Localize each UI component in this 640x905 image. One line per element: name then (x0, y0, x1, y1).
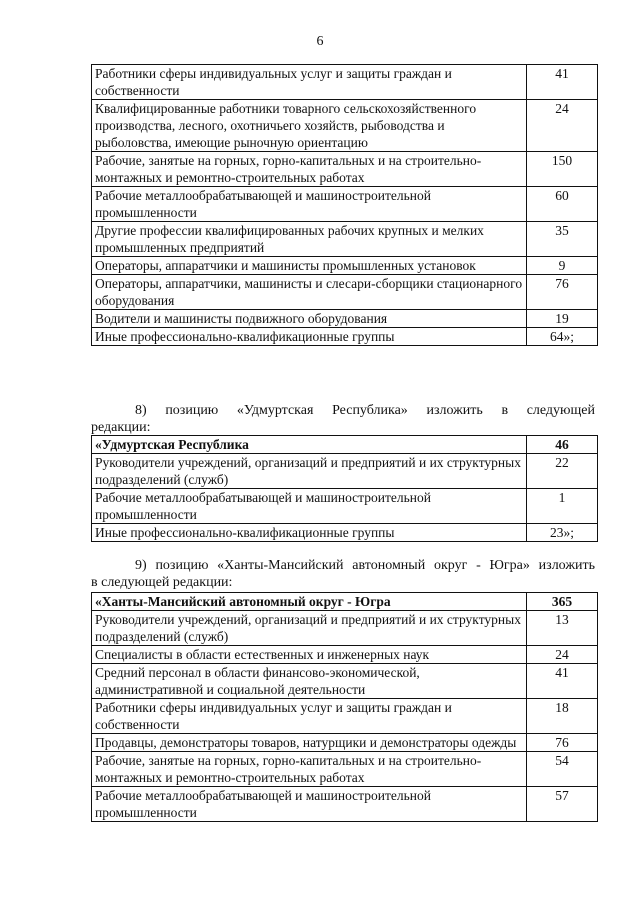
table-row (92, 65, 598, 100)
row-value: 41 (527, 664, 598, 699)
row-name: Иные профессионально-квалификационные группы (92, 524, 527, 542)
row-name: Рабочие металлообрабатывающей и машиностроительной промышленности (92, 489, 527, 524)
row-name: Руководители учреждений, организаций и предприятий и их структурных подразделений (служб) (92, 454, 527, 489)
table-row (92, 328, 598, 346)
khanty-mansi-table (91, 592, 598, 822)
table-row (92, 100, 598, 152)
row-name: Работники сферы индивидуальных услуг и защиты граждан и собственности (92, 65, 527, 100)
table-row (92, 664, 598, 699)
table-row (92, 187, 598, 222)
row-value: 64»; (527, 328, 598, 346)
row-name: Квалифицированные работники товарного сельскохозяйственного производства, лесного, охотничьего хозяйств, рыбоводства и рыболовства, имеющие рыночную ориентацию (92, 100, 527, 152)
row-value: 54 (527, 752, 598, 787)
table-row (92, 454, 598, 489)
row-value: 24 (527, 100, 598, 152)
row-name: Специалисты в области естественных и инженерных наук (92, 646, 527, 664)
row-value: 22 (527, 454, 598, 489)
row-name: Другие профессии квалифицированных рабочих крупных и мелких промышленных предприятий (92, 222, 527, 257)
region-name: «Ханты-Мансийский автономный округ - Югра (92, 593, 527, 611)
table-row (92, 310, 598, 328)
row-name: Операторы, аппаратчики и машинисты промышленных установок (92, 257, 527, 275)
paragraph-9-line-1: 9) позицию «Ханты-Мансийский автономный округ - Югра» изложить (135, 558, 595, 573)
row-name: Рабочие, занятые на горных, горно-капитальных и на строительно-монтажных и ремонтно-строительных работах (92, 152, 527, 187)
table-header-row (92, 436, 598, 454)
row-value: 24 (527, 646, 598, 664)
row-value: 13 (527, 611, 598, 646)
row-value: 57 (527, 787, 598, 822)
table-row (92, 524, 598, 542)
row-name: Операторы, аппаратчики, машинисты и слесари-сборщики стационарного оборудования (92, 275, 527, 310)
row-name: Руководители учреждений, организаций и предприятий и их структурных подразделений (служб) (92, 611, 527, 646)
row-name: Средний персонал в области финансово-экономической, административной и социальной деятельности (92, 664, 527, 699)
table-row (92, 489, 598, 524)
row-value: 41 (527, 65, 598, 100)
row-value: 23»; (527, 524, 598, 542)
table-row (92, 222, 598, 257)
udmurt-table (91, 435, 598, 542)
region-name: «Удмуртская Республика (92, 436, 527, 454)
row-name: Рабочие металлообрабатывающей и машиностроительной промышленности (92, 787, 527, 822)
row-value: 19 (527, 310, 598, 328)
region-total: 46 (527, 436, 598, 454)
table-row (92, 699, 598, 734)
table-header-row (92, 593, 598, 611)
row-value: 18 (527, 699, 598, 734)
row-value: 76 (527, 275, 598, 310)
row-name: Продавцы, демонстраторы товаров, натурщики и демонстраторы одежды (92, 734, 527, 752)
table-row (92, 275, 598, 310)
region-total: 365 (527, 593, 598, 611)
paragraph-8 (91, 402, 595, 436)
row-value: 1 (527, 489, 598, 524)
table-row (92, 752, 598, 787)
page-number: 6 (316, 34, 324, 49)
row-name: Рабочие, занятые на горных, горно-капитальных и на строительно-монтажных и ремонтно-строительных работах (92, 752, 527, 787)
row-value: 150 (527, 152, 598, 187)
row-name: Рабочие металлообрабатывающей и машиностроительной промышленности (92, 187, 527, 222)
row-name: Водители и машинисты подвижного оборудования (92, 310, 527, 328)
paragraph-9 (91, 557, 595, 591)
table-row (92, 152, 598, 187)
paragraph-9-line-2: в следующей редакции: (91, 575, 233, 590)
row-value: 76 (527, 734, 598, 752)
table-row (92, 734, 598, 752)
paragraph-8-line-1: 8) позицию «Удмуртская Республика» изложить в следующей (135, 403, 595, 418)
profession-table-1 (91, 64, 598, 346)
table-row (92, 257, 598, 275)
row-name: Работники сферы индивидуальных услуг и защиты граждан и собственности (92, 699, 527, 734)
row-value: 9 (527, 257, 598, 275)
paragraph-8-line-2: редакции: (91, 420, 151, 435)
row-value: 60 (527, 187, 598, 222)
table-row (92, 787, 598, 822)
row-value: 35 (527, 222, 598, 257)
row-name: Иные профессионально-квалификационные группы (92, 328, 527, 346)
table-row (92, 611, 598, 646)
table-row (92, 646, 598, 664)
